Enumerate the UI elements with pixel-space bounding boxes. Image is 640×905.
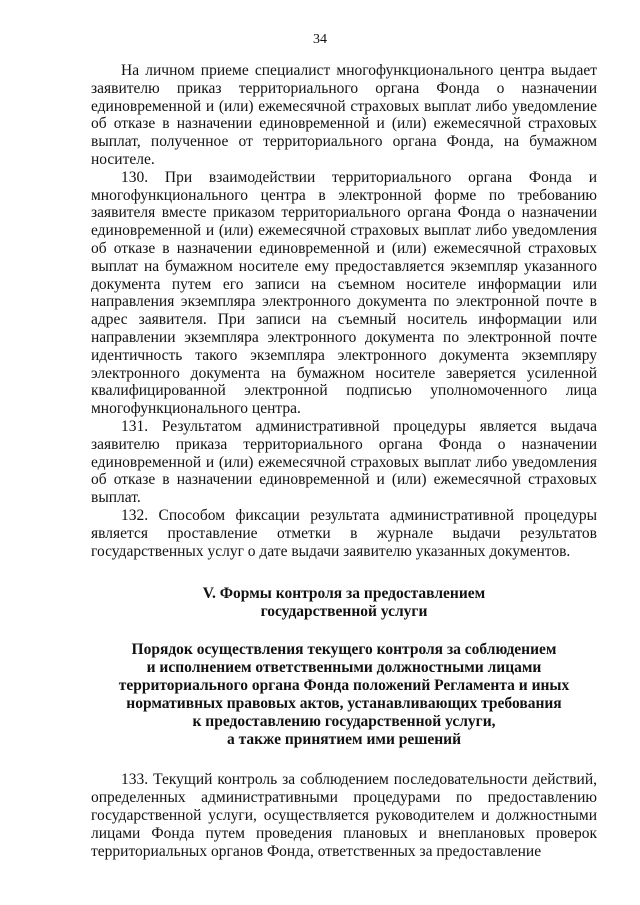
- paragraph-intro: На личном приеме специалист многофункционального центра выдает заявителю приказ территориального органа Фонда о назначении единовременной и (или) ежемесячной страховых выплат либо уведомление об отказе в назначении единовременной и (или) ежемесячной страховых выплат, полученное от территориального органа Фонда, на бумажном носителе.: [91, 62, 597, 168]
- subheading-line: территориального органа Фонда положений Регламента и иных: [118, 677, 570, 695]
- paragraph-133: 133. Текущий контроль за соблюдением последовательности действий, определенных административными процедурами по предоставлению государственной услуги, осуществляется руководителем и должностными лицами Фонда путем проведения плановых и внеплановых проверок территориальных органов Фонда, ответственных за предоставление: [91, 771, 597, 860]
- subheading-line: к предоставлению государственной услуги,: [192, 713, 496, 731]
- subsection-heading: [91, 641, 597, 749]
- paragraph-130: 130. При взаимодействии территориального органа Фонда и многофункционального центра в электронной форме по требованию заявителя вместе приказом территориального органа Фонда о назначении единовременной и (или) ежемесячной страховых выплат либо уведомления об отказе в назначении единовременной и (или) ежемесячной страховых выплат на бумажном носителе ему предоставляется экземпляр указанного документа путем его записи на съемном носителе информации или направления экземпляра электронного документа по электронной почте в адрес заявителя. При записи на съемный носитель информации или направлении экземпляра электронного документа по электронной почте идентичность такого экземпляра электронного документа экземпляру электронного документа на бумажном носителе заверяется усиленной квалифицированной электронной подписью уполномоченного лица многофункционального центра.: [91, 168, 597, 418]
- paragraph-131: 131. Результатом административной процедуры является выдача заявителю приказа территориального органа Фонда о назначении единовременной и (или) ежемесячной страховых выплат либо уведомления об отказе в назначении единовременной и (или) ежемесячной страховых выплат.: [91, 417, 597, 507]
- section-heading-line: государственной услуги: [260, 603, 428, 621]
- section-heading-line: V. Формы контроля за предоставлением: [202, 585, 486, 603]
- document-body: [91, 62, 597, 860]
- subheading-line: Порядок осуществления текущего контроля за соблюдением: [131, 641, 557, 659]
- paragraph-132: 132. Способом фиксации результата административной процедуры является проставление отметки в журнале выдачи результатов государственных услуг о дате выдачи заявителю указанных документов.: [91, 506, 597, 560]
- subheading-line: а также принятием ими решений: [226, 731, 462, 749]
- subheading-line: нормативных правовых актов, устанавливающих требования: [126, 695, 562, 713]
- section-heading: [91, 585, 597, 621]
- page-number: 34: [313, 32, 327, 47]
- subheading-line: и исполнением ответственными должностными лицами: [146, 659, 542, 677]
